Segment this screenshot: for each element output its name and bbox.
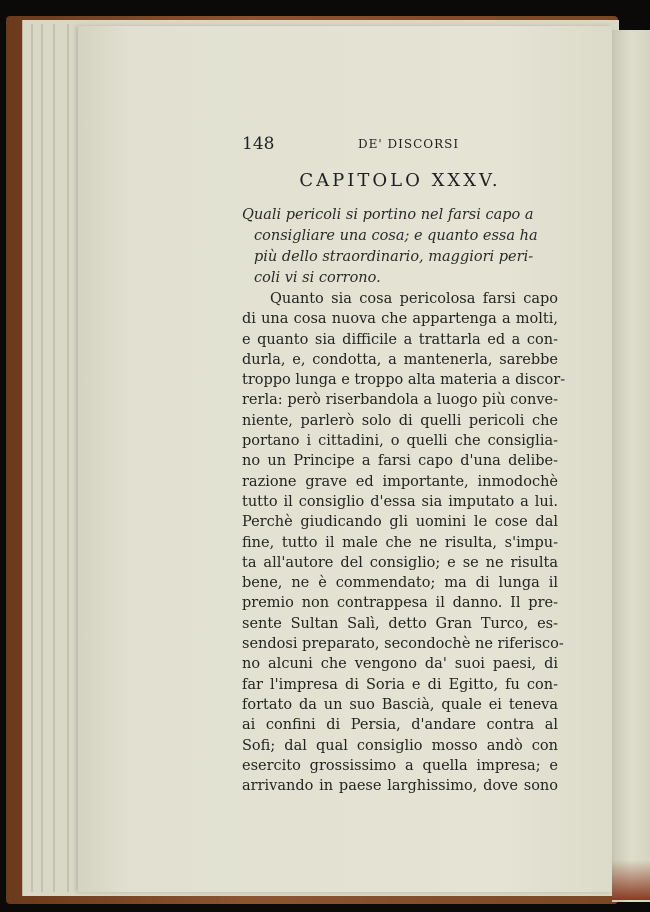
page-edge (67, 24, 69, 892)
body-line: bene, ne è commendato; ma di lunga il (242, 575, 558, 592)
body-line: ta all'autore del consiglio; e se ne risulta (242, 554, 558, 571)
body-line: rerla: però riserbandola a luogo più conve- (242, 392, 558, 409)
body-line: fortato da un suo Bascià, quale ei teneva (242, 696, 558, 713)
body-line: no alcuni che vengono da' suoi paesi, di (242, 656, 558, 673)
body-line: portano i cittadini, o quelli che consiglia- (242, 433, 558, 450)
body-line: fine, tutto il male che ne risulta, s'impu- (242, 534, 558, 551)
body-line: e quanto sia difficile a trattarla ed a con- (242, 331, 558, 348)
page-edge (41, 24, 43, 892)
opposite-page-shadow (612, 860, 650, 900)
body-line: sendosi preparato, secondochè ne riferisco- (242, 636, 564, 653)
body-line: Quanto sia cosa pericolosa farsi capo (270, 291, 558, 307)
body-line: far l'impresa di Soria e di Egitto, fu con- (242, 676, 558, 693)
body-line: troppo lunga e troppo alta materia a discor- (242, 372, 566, 389)
body-line: sente Sultan Salì, detto Gran Turco, es- (242, 615, 558, 632)
body-line: ai confini di Persia, d'andare contra al (242, 717, 558, 734)
summary-line: più dello straordinario, maggiori peri- (254, 249, 534, 265)
body-line: tutto il consiglio d'essa sia imputato a lui. (242, 493, 558, 510)
body-line: Perchè giudicando gli uomini le cose dal (242, 514, 558, 531)
body-line: arrivando in paese larghissimo, dove sono (242, 778, 558, 795)
page-edge (53, 24, 55, 892)
body-line: durla, e, condotta, a mantenerla, sarebbe (242, 351, 558, 368)
body-line: premio non contrappesa il danno. Il pre- (242, 595, 558, 612)
page-number: 148 (242, 134, 275, 154)
body-text (242, 289, 566, 796)
chapter-summary (242, 205, 558, 289)
body-line: niente, parlerò solo di quelli pericoli che (242, 412, 558, 429)
body-line: Sofi; dal qual consiglio mosso andò con (242, 737, 558, 754)
page-header (242, 134, 558, 158)
chapter-title: CAPITOLO XXXV. (299, 170, 501, 191)
summary-line: Quali pericoli si portino nel farsi capo a (242, 207, 534, 223)
opposite-page-edge (612, 30, 650, 902)
summary-line: coli vi si corrono. (254, 270, 381, 286)
summary-line: consigliare una cosa; e quanto essa ha (254, 228, 538, 244)
body-line: esercito grossissimo a quella impresa; e (242, 757, 558, 774)
body-line: di una cosa nuova che appartenga a molti, (242, 311, 558, 328)
body-line: no un Principe a farsi capo d'una delibe- (242, 453, 558, 470)
page-edge (31, 24, 33, 892)
running-head: DE' DISCORSI (358, 137, 460, 151)
body-line: razione grave ed importante, inmodochè (242, 473, 558, 490)
